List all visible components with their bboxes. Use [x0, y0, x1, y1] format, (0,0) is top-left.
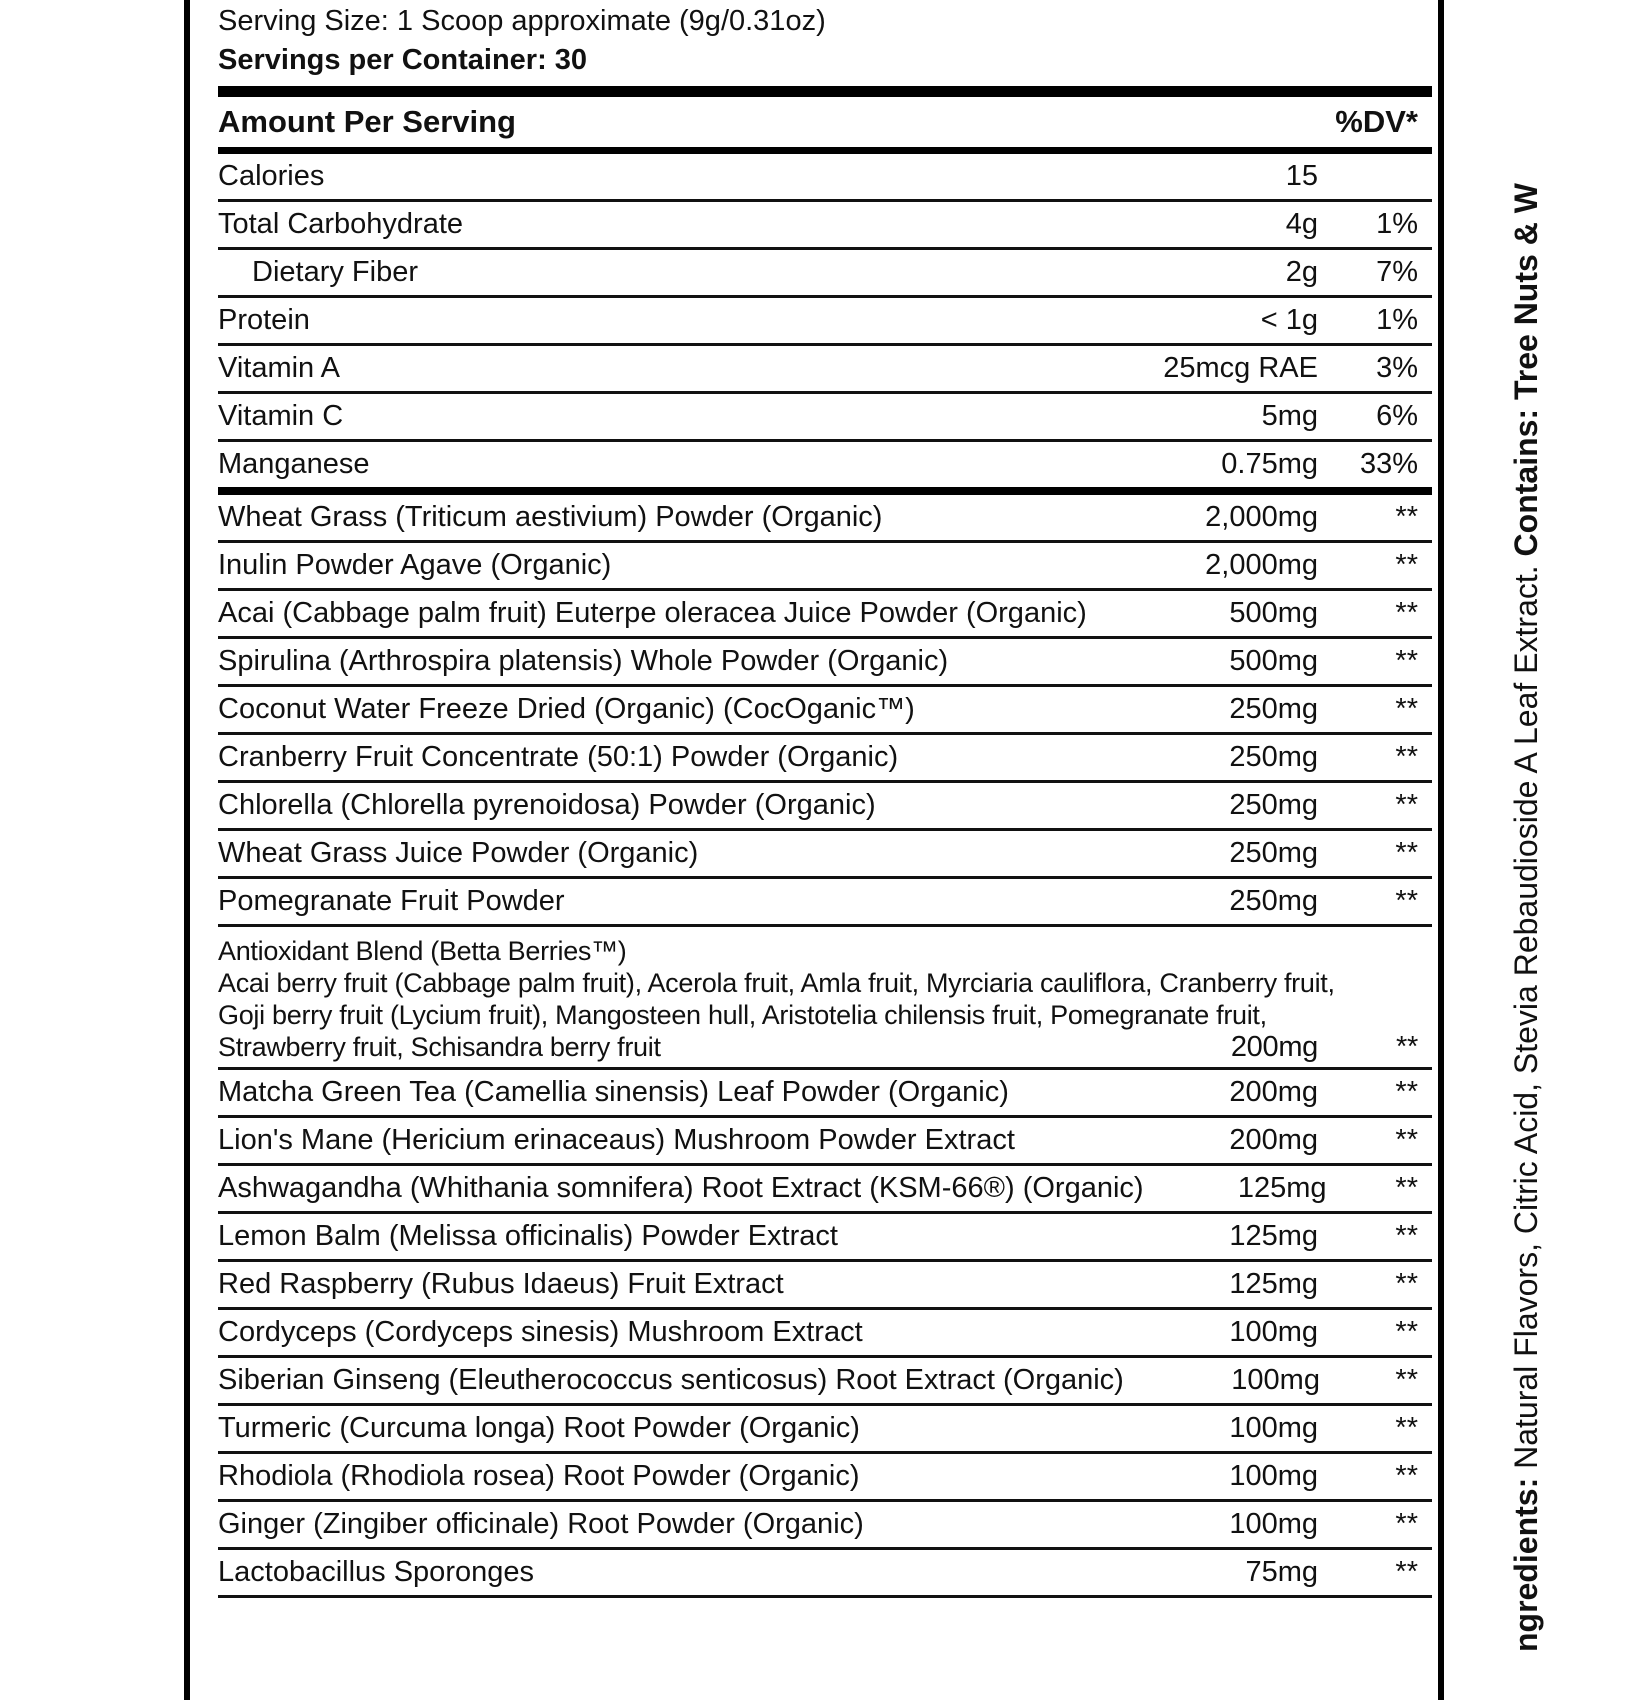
nutrient-row-amount: < 1g [1260, 304, 1318, 336]
ingredient-row-amount: 100mg [1229, 1460, 1318, 1492]
ingredient-row-label: Inulin Powder Agave (Organic) [218, 549, 612, 581]
ingredient-row-label: Cordyceps (Cordyceps sinesis) Mushroom Extract [218, 1316, 863, 1348]
ingredient-row-dv: ** [1395, 693, 1418, 725]
ingredient-row-label: Lion's Mane (Hericium erinaceaus) Mushroom Powder Extract [218, 1124, 1015, 1156]
nutrition-facts-table [218, 0, 1432, 1598]
nutrient-row-label: Dietary Fiber [252, 256, 418, 288]
amount-per-serving-header [218, 97, 1432, 147]
nutrient-row-amount: 15 [1285, 160, 1318, 192]
ingredient-row-label: Lactobacillus Sporonges [218, 1556, 534, 1588]
ingredient-row [218, 831, 1432, 879]
ingredient-row-dv: ** [1395, 1508, 1418, 1540]
ingredient-row-amount: 500mg [1229, 597, 1318, 629]
ingredient-row [218, 1166, 1432, 1214]
ingredient-row [218, 591, 1432, 639]
ingredient-row-dv: ** [1395, 501, 1418, 533]
ingredient-row [218, 495, 1432, 543]
nutrient-row-label: Vitamin A [218, 352, 340, 384]
ingredient-row-amount: 2,000mg [1205, 549, 1318, 581]
nutrient-row-dv: 1% [1376, 304, 1418, 336]
nutrient-row-label: Manganese [218, 448, 370, 480]
ingredient-row-amount: 100mg [1231, 1364, 1320, 1396]
ingredient-row [218, 879, 1432, 927]
ingredient-list-a [218, 495, 1432, 927]
amount-per-serving-label: Amount Per Serving [218, 104, 516, 139]
blend-dv: ** [1396, 1031, 1418, 1063]
blend-line-3 [218, 1031, 1432, 1063]
ingredient-row-dv: ** [1395, 1556, 1418, 1588]
ingredient-row-label: Matcha Green Tea (Camellia sinensis) Leaf Powder (Organic) [218, 1076, 1009, 1108]
ingredient-row [218, 1358, 1432, 1406]
ingredient-row-label: Siberian Ginseng (Eleutherococcus senticosus) Root Extract (Organic) [218, 1364, 1124, 1396]
ingredient-row-amount: 125mg [1237, 1172, 1327, 1204]
nutrient-row [218, 346, 1432, 394]
nutrient-row-dv: 1% [1376, 208, 1418, 240]
ingredient-row-label: Turmeric (Curcuma longa) Root Powder (Organic) [218, 1412, 860, 1444]
ingredients-text: Natural Flavors, Citric Acid, Stevia Rebaudioside A Leaf Extract. [1508, 556, 1544, 1478]
ingredient-row [218, 1118, 1432, 1166]
ingredient-row [218, 735, 1432, 783]
ingredient-row-amount: 250mg [1229, 693, 1318, 725]
ingredient-row-dv: ** [1395, 741, 1418, 773]
ingredient-row [218, 1070, 1432, 1118]
ingredient-row-dv: ** [1395, 885, 1418, 917]
thick-divider [218, 86, 1432, 97]
serving-size: Serving Size: 1 Scoop approximate (9g/0.31oz) [218, 5, 826, 37]
ingredient-row-label: Pomegranate Fruit Powder [218, 885, 565, 917]
ingredient-list-b [218, 1070, 1432, 1598]
ingredient-row-amount: 125mg [1229, 1220, 1318, 1252]
ingredient-row [218, 1214, 1432, 1262]
nutrient-row [218, 442, 1432, 490]
ingredient-row-dv: ** [1395, 645, 1418, 677]
side-ingredients-text [1496, 0, 1556, 1652]
ingredient-row-amount: 75mg [1245, 1556, 1318, 1588]
ingredient-row-amount: 250mg [1229, 885, 1318, 917]
ingredient-row [218, 639, 1432, 687]
ingredient-row-amount: 250mg [1229, 789, 1318, 821]
ingredient-row-label: Coconut Water Freeze Dried (Organic) (CocOganic™) [218, 693, 915, 725]
nutrient-row-dv: 6% [1376, 400, 1418, 432]
servings-per-container: Servings per Container: 30 [218, 44, 588, 76]
ingredient-row-dv: ** [1395, 1412, 1418, 1444]
ingredient-row [218, 1406, 1432, 1454]
ingredient-row-dv: ** [1395, 1220, 1418, 1252]
ingredient-row-label: Spirulina (Arthrospira platensis) Whole Powder (Organic) [218, 645, 949, 677]
ingredient-row-dv: ** [1395, 1076, 1418, 1108]
header-divider [218, 147, 1432, 154]
blend-amount: 200mg [1230, 1031, 1318, 1063]
nutrient-row-label: Vitamin C [218, 400, 344, 432]
ingredient-row [218, 1502, 1432, 1550]
blend-title: Antioxidant Blend (Betta Berries™) [218, 936, 627, 966]
nutrient-row-label: Calories [218, 160, 325, 192]
nutrient-row-dv: 7% [1376, 256, 1418, 288]
nutrient-row [218, 394, 1432, 442]
ingredient-row-label: Cranberry Fruit Concentrate (50:1) Powder (Organic) [218, 741, 899, 773]
nutrient-row-label: Total Carbohydrate [218, 208, 464, 240]
ingredient-row-amount: 100mg [1229, 1412, 1318, 1444]
section-divider [218, 487, 1432, 495]
ingredient-row-label: Lemon Balm (Melissa officinalis) Powder Extract [218, 1220, 838, 1252]
ingredient-row-amount: 100mg [1229, 1316, 1318, 1348]
nutrient-row [218, 250, 1432, 298]
ingredient-row-label: Wheat Grass (Triticum aestivium) Powder (Organic) [218, 501, 883, 533]
ingredient-row-amount: 200mg [1229, 1076, 1318, 1108]
ingredient-row-label: Ginger (Zingiber officinale) Root Powder (Organic) [218, 1508, 864, 1540]
contains-label: Contains: Tree Nuts & W [1508, 183, 1544, 557]
ingredient-row-label: Ashwagandha (Whithania somnifera) Root Extract (KSM-66®) (Organic) [218, 1172, 1144, 1204]
ingredient-row-dv: ** [1395, 837, 1418, 869]
ingredient-row-dv: ** [1395, 789, 1418, 821]
ingredient-row [218, 1454, 1432, 1502]
ingredient-row-dv: ** [1395, 1460, 1418, 1492]
nutrient-row [218, 154, 1432, 202]
nutrient-row-amount: 25mcg RAE [1163, 352, 1318, 384]
nutrient-row-amount: 4g [1285, 208, 1318, 240]
ingredient-row [218, 783, 1432, 831]
ingredient-row-label: Wheat Grass Juice Powder (Organic) [218, 837, 699, 869]
ingredient-row-amount: 500mg [1229, 645, 1318, 677]
ingredient-row-dv: ** [1395, 597, 1418, 629]
ingredient-row-dv: ** [1395, 1172, 1418, 1204]
ingredient-row-amount: 200mg [1229, 1124, 1318, 1156]
blend-line-3-text: Strawberry fruit, Schisandra berry fruit [218, 1032, 661, 1062]
ingredient-row-dv: ** [1395, 1124, 1418, 1156]
nutrient-row-label: Protein [218, 304, 310, 336]
ingredient-row-label: Acai (Cabbage palm fruit) Euterpe oleracea Juice Powder (Organic) [218, 597, 1087, 629]
ingredient-row-label: Rhodiola (Rhodiola rosea) Root Powder (Organic) [218, 1460, 860, 1492]
blend-line-1: Acai berry fruit (Cabbage palm fruit), Acerola fruit, Amla fruit, Myrciaria cauliflora, Cranberry fruit, [218, 968, 1335, 998]
ingredient-row-amount: 250mg [1229, 741, 1318, 773]
ingredients-label: ngredients: [1508, 1477, 1544, 1652]
ingredient-row-dv: ** [1395, 1364, 1418, 1396]
nutrient-row-dv: 33% [1359, 448, 1418, 480]
nutrient-list [218, 154, 1432, 490]
nutrient-row [218, 298, 1432, 346]
antioxidant-blend [218, 927, 1432, 1070]
nutrient-row-amount: 5mg [1261, 400, 1318, 432]
ingredient-row [218, 1550, 1432, 1598]
ingredient-row [218, 687, 1432, 735]
nutrient-row [218, 202, 1432, 250]
ingredient-row-amount: 2,000mg [1205, 501, 1318, 533]
ingredient-row-amount: 125mg [1229, 1268, 1318, 1300]
ingredient-row [218, 1262, 1432, 1310]
ingredient-row-dv: ** [1395, 1316, 1418, 1348]
ingredient-row [218, 543, 1432, 591]
ingredient-row-amount: 100mg [1229, 1508, 1318, 1540]
nutrient-row-amount: 0.75mg [1221, 448, 1318, 480]
ingredient-row-dv: ** [1395, 549, 1418, 581]
ingredient-row-label: Red Raspberry (Rubus Idaeus) Fruit Extract [218, 1268, 784, 1300]
nutrient-row-amount: 2g [1285, 256, 1318, 288]
ingredient-row-dv: ** [1395, 1268, 1418, 1300]
ingredient-row [218, 1310, 1432, 1358]
ingredient-row-amount: 250mg [1229, 837, 1318, 869]
ingredient-row-label: Chlorella (Chlorella pyrenoidosa) Powder (Organic) [218, 789, 876, 821]
dv-header-label: %DV* [1335, 104, 1418, 139]
nutrient-row-dv: 3% [1376, 352, 1418, 384]
blend-line-2: Goji berry fruit (Lycium fruit), Mangosteen hull, Aristotelia chilensis fruit, Pomegranate fruit, [218, 1000, 1267, 1030]
